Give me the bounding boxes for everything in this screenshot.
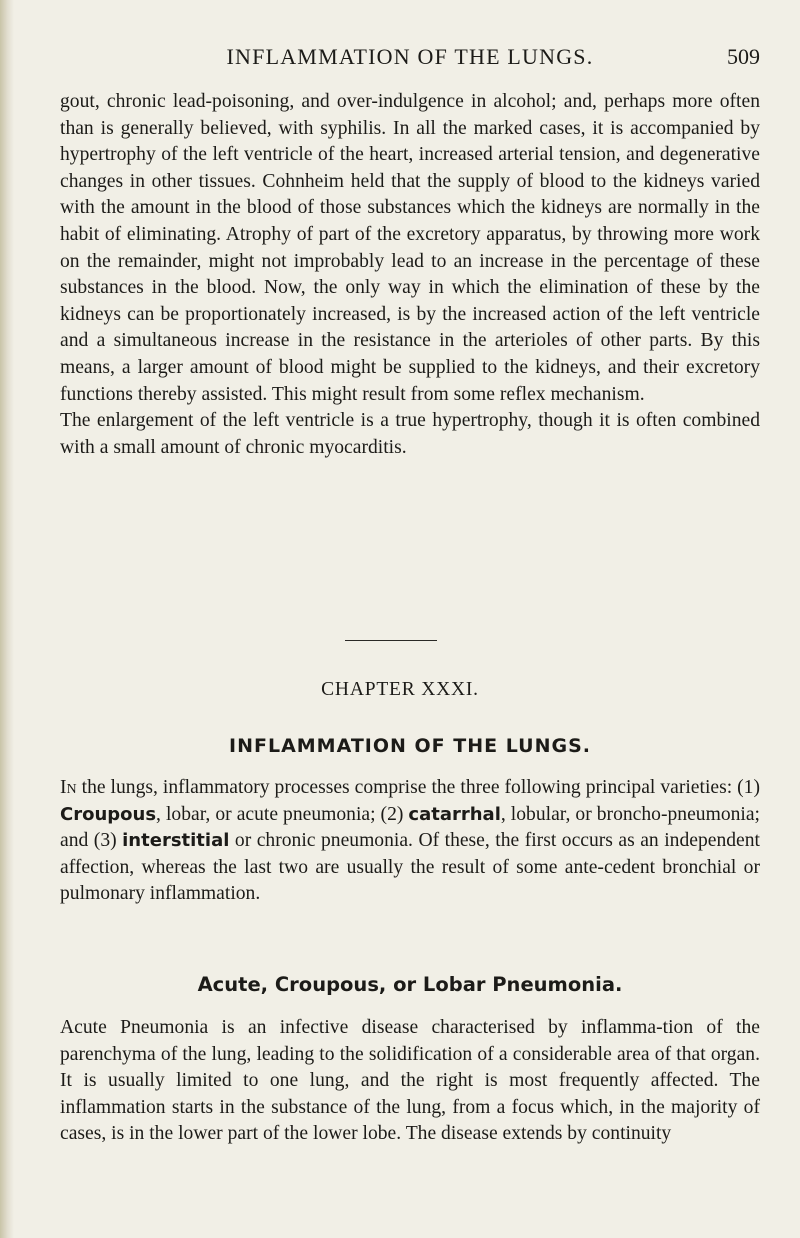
enlargement-paragraph: The enlargement of the left ventricle is a true hypertrophy, though it is often combined with a small amount of chronic myocarditis. [60,410,760,458]
intro-paragraph [60,775,760,908]
section-divider-rule [345,640,437,641]
section-body-text [60,1015,760,1148]
running-head-title: INFLAMMATION OF THE LUNGS. [226,44,594,69]
section-heading: Acute, Croupous, or Lobar Pneumonia. [197,973,623,996]
intro-lead-word: In [60,777,77,798]
term-catarrhal: catarrhal [408,803,501,825]
page-number: 509 [727,44,760,69]
intro-text-part2: , lobar, or acute pneumonia; (2) [156,803,409,825]
chapter-title: INFLAMMATION OF THE LUNGS. [229,735,591,757]
chapter-intro-text [60,775,760,908]
intro-text-part3: , lobular, or broncho-pneumonia; and (3) [60,803,760,852]
running-head [60,44,760,74]
term-croupous: Croupous [60,803,157,825]
chapter-label: CHAPTER XXXI. [321,679,479,700]
body-text-top [60,89,760,461]
term-interstitial: interstitial [122,830,230,852]
continuation-paragraph: gout, chronic lead-poisoning, and over-indulgence in alcohol; and, perhaps more often than is generally believed, with syphilis. In all the marked cases, it is accompanied by hypertrophy of the left ventricle of the heart, increased arterial tension, and degenerative changes in other tissues. Cohnheim held that the supply of blood to the kidneys varied with the amount in the blood of those substances which the kidneys are normally in the habit of eliminating. Atrophy of part of the excretory apparatus, by throwing more work on the remainder, might not improbably lead to an increase in the percentage of these substances in the blood. Now, the only way in which the elimination of these by the kidneys can be proportionately increased, is by the increased action of the left ventricle and a simultaneous increase in the resistance in the arterioles of other parts. By this means, a larger amount of blood might be supplied to the kidneys, and their excretory functions thereby assisted. This might result from some reflex mechanism. [60,91,760,405]
intro-text-part4: or chronic pneumonia. Of these, the first occurs as an independent affection, whereas the last two are usually the result of some ante-cedent bronchial or pulmonary inflammation. [60,830,760,905]
section-paragraph: Acute Pneumonia is an infective disease characterised by inflamma-tion of the parenchyma of the lung, leading to the solidification of a considerable area of that organ. It is usually limited to one lung, and the right is most frequently affected. The inflammation starts in the substance of the lung, from a focus which, in the majority of cases, is in the lower part of the lower lobe. The disease extends by continuity [60,1017,760,1145]
intro-text-part1: the lungs, inflammatory processes comprise the three following principal varieties: (1) [76,777,760,798]
page-edge-shadow [0,0,14,1238]
